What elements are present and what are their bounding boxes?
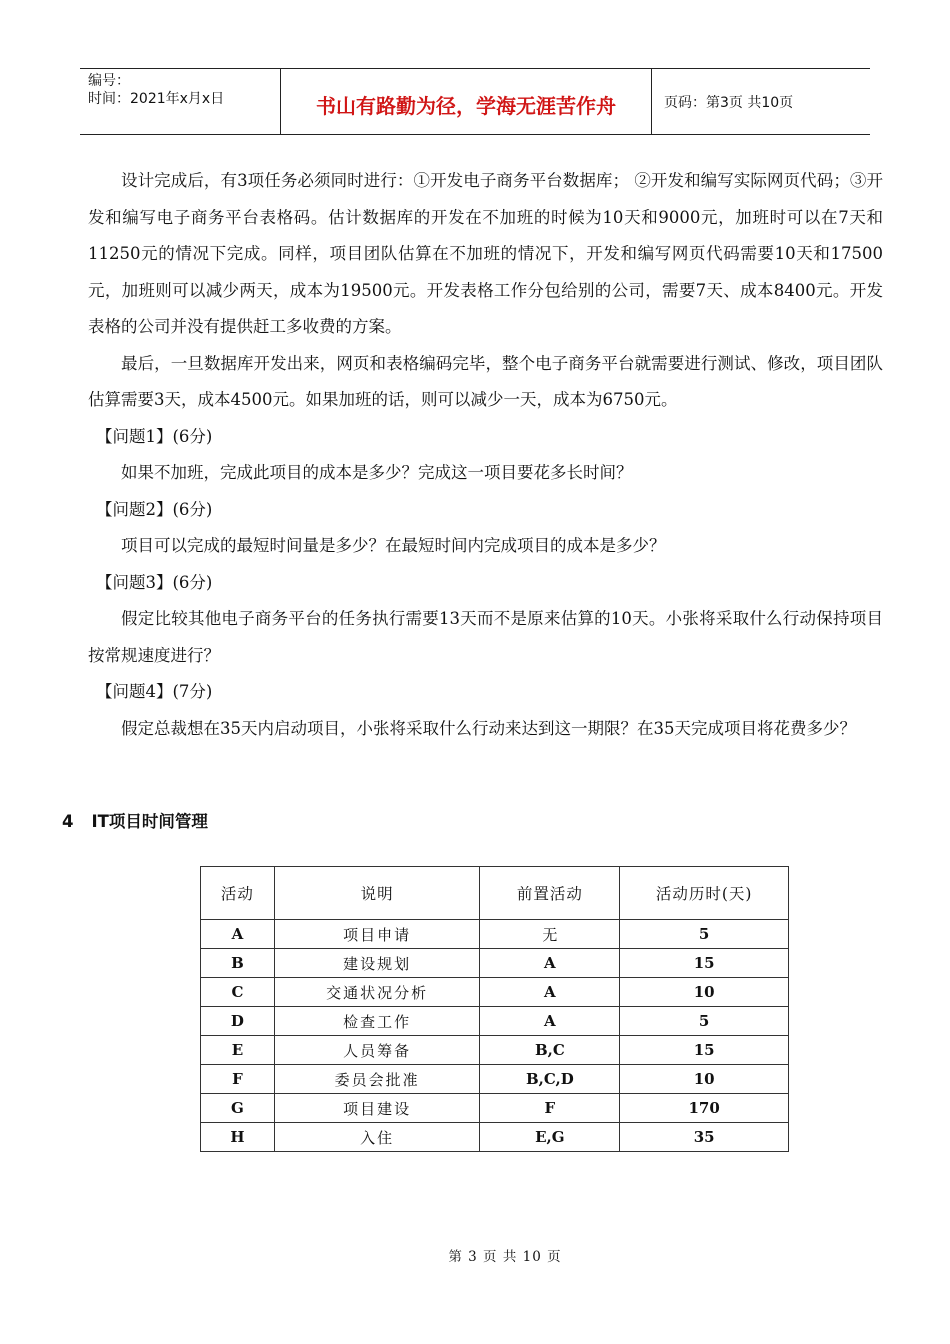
activity-description: 检查工作 — [274, 1007, 480, 1036]
question-3-text: 假定比较其他电子商务平台的任务执行需要13天而不是原来估算的10天。小张将采取什么行动保持项目按常规速度进行？ — [88, 609, 883, 665]
activity-duration: 15 — [620, 1036, 789, 1065]
activity-predecessor: B,C — [480, 1036, 620, 1065]
section-heading — [62, 808, 208, 832]
table-row — [201, 1065, 789, 1094]
question-1-text: 如果不加班，完成此项目的成本是多少？完成这一项目要花多长时间？ — [121, 463, 633, 482]
question-1-heading: 【问题1】(6分) — [96, 426, 213, 446]
activity-description: 入住 — [274, 1123, 480, 1152]
activity-description: 项目建设 — [274, 1094, 480, 1123]
header-page-info: 页码：第3页 共10页 — [664, 94, 794, 111]
question-4-text: 假定总裁想在35天内启动项目，小张将采取什么行动来达到这一期限？在35天完成项目将花费多少？ — [121, 718, 856, 738]
doc-time-label: 时间：2021年x月x日 — [88, 91, 225, 107]
table-row — [201, 1094, 789, 1123]
question-2-heading: 【问题2】(6分) — [96, 499, 213, 519]
activity-id: E — [201, 1036, 275, 1065]
activity-predecessor: A — [480, 949, 620, 978]
question-3-heading: 【问题3】(6分) — [96, 572, 213, 592]
table-row — [201, 978, 789, 1007]
activity-id: G — [201, 1094, 275, 1123]
question-4-heading: 【问题4】(7分) — [96, 682, 213, 701]
activity-id: B — [201, 949, 275, 978]
activity-duration: 5 — [620, 920, 789, 949]
activity-id: D — [201, 1007, 275, 1036]
activity-predecessor: E,G — [480, 1123, 620, 1152]
header-predecessor: 前置活动 — [480, 867, 620, 920]
activity-duration: 15 — [620, 949, 789, 978]
activity-description: 委员会批准 — [274, 1065, 480, 1094]
activity-duration: 5 — [620, 1007, 789, 1036]
section-title: IT项目时间管理 — [91, 812, 208, 831]
body-text — [88, 163, 883, 747]
activity-predecessor: B,C,D — [480, 1065, 620, 1094]
activity-description: 建设规划 — [274, 949, 480, 978]
activity-duration: 10 — [620, 978, 789, 1007]
activity-predecessor: A — [480, 1007, 620, 1036]
header-motto: 书山有路勤为径，学海无涯苦作舟 — [280, 69, 652, 134]
activity-id: C — [201, 978, 275, 1007]
table-row — [201, 1123, 789, 1152]
header-duration: 活动历时(天) — [620, 867, 789, 920]
paragraph-task-description: 设计完成后，有3项任务必须同时进行：①开发电子商务平台数据库； ②开发和编写实际网页代码；③开发和编写电子商务平台表格码。估计数据库的开发在不加班的时候为10天和9000元，加班时可以在7天和11250元的情况下完成。同样，项目团队估算在不加班的情况下，开发和编写网页代码需要10天和17500元，加班则可以减少两天，成本为19500元。开发表格工作分包给别的公司，需要7天、成本8400元。开发表格的公司并没有提供赶工多收费的方案。 — [88, 171, 883, 336]
activity-predecessor: A — [480, 978, 620, 1007]
activity-duration: 35 — [620, 1123, 789, 1152]
table-header-row — [201, 867, 789, 920]
header-description: 说明 — [274, 867, 480, 920]
activity-description: 项目申请 — [274, 920, 480, 949]
table-row — [201, 1036, 789, 1065]
header-activity: 活动 — [201, 867, 275, 920]
activity-table — [200, 866, 789, 1152]
section-number: 4 — [62, 812, 74, 831]
table-row — [201, 1007, 789, 1036]
activity-id: F — [201, 1065, 275, 1094]
page-footer: 第 3 页 共 10 页 — [448, 1249, 562, 1265]
activity-duration: 10 — [620, 1065, 789, 1094]
activity-description: 人员筹备 — [274, 1036, 480, 1065]
table-row — [201, 949, 789, 978]
activity-predecessor: F — [480, 1094, 620, 1123]
doc-number-label: 编号： — [88, 73, 130, 89]
header-meta — [80, 69, 280, 134]
activity-id: H — [201, 1123, 275, 1152]
activity-description: 交通状况分析 — [274, 978, 480, 1007]
question-2-text: 项目可以完成的最短时间量是多少？在最短时间内完成项目的成本是多少？ — [121, 536, 666, 555]
activity-duration: 170 — [620, 1094, 789, 1123]
page-header — [80, 68, 870, 135]
activity-predecessor: 无 — [480, 920, 620, 949]
activity-id: A — [201, 920, 275, 949]
table-row — [201, 920, 789, 949]
paragraph-testing: 最后，一旦数据库开发出来，网页和表格编码完毕，整个电子商务平台就需要进行测试、修改，项目团队估算需要3天，成本4500元。如果加班的话，则可以减少一天，成本为6750元。 — [88, 353, 883, 409]
